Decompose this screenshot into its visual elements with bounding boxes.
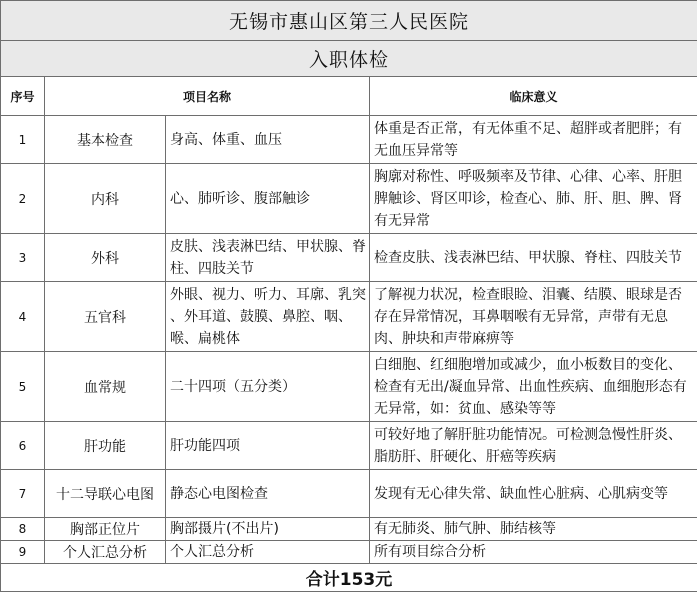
table-row: [1, 352, 697, 422]
row-seq: 5: [1, 352, 45, 422]
header-item: 项目名称: [45, 77, 370, 116]
row-category: 内科: [45, 164, 166, 234]
row-category: 个人汇总分析: [45, 541, 166, 564]
row-seq: 6: [1, 422, 45, 470]
row-seq: 2: [1, 164, 45, 234]
row-category: 血常规: [45, 352, 166, 422]
row-meaning: 胸廓对称性、呼吸频率及节律、心律、心率、肝胆脾触诊、肾区叩诊，检查心、肺、肝、胆、脾、肾有无异常: [370, 164, 697, 234]
row-category: 外科: [45, 234, 166, 282]
row-category: 十二导联心电图: [45, 470, 166, 518]
table-row: [1, 470, 697, 518]
table-row: [1, 116, 697, 164]
row-meaning: 了解视力状况，检查眼睑、泪囊、结膜、眼球是否存在异常情况，耳鼻咽喉有无异常，声带有无息肉、肿块和声带麻痹等: [370, 282, 697, 352]
row-seq: 7: [1, 470, 45, 518]
row-meaning: 有无肺炎、肺气肿、肺结核等: [370, 518, 697, 541]
table-row: [1, 282, 697, 352]
total-price: 合计153元: [1, 564, 697, 592]
total-row: [1, 564, 697, 592]
row-meaning: 所有项目综合分析: [370, 541, 697, 564]
row-category: 肝功能: [45, 422, 166, 470]
table-row: [1, 518, 697, 541]
table-row: [1, 234, 697, 282]
row-meaning: 发现有无心律失常、缺血性心脏病、心肌病变等: [370, 470, 697, 518]
row-items: 个人汇总分析: [166, 541, 370, 564]
row-seq: 8: [1, 518, 45, 541]
hospital-title: 无锡市惠山区第三人民医院: [1, 1, 697, 41]
row-category: 胸部正位片: [45, 518, 166, 541]
table-row: [1, 164, 697, 234]
row-items: 肝功能四项: [166, 422, 370, 470]
header-seq: 序号: [1, 77, 45, 116]
row-seq: 4: [1, 282, 45, 352]
row-items: 外眼、视力、听力、耳廓、乳突 、外耳道、鼓膜、鼻腔、咽、喉、扁桃体: [166, 282, 370, 352]
row-items: 静态心电图检查: [166, 470, 370, 518]
row-items: 心、肺听诊、腹部触诊: [166, 164, 370, 234]
table-row: [1, 541, 697, 564]
subtitle-row: [1, 41, 697, 77]
row-meaning: 可较好地了解肝脏功能情况。可检测急慢性肝炎、脂肪肝、肝硬化、肝癌等疾病: [370, 422, 697, 470]
title-row: [1, 1, 697, 41]
row-items: 胸部摄片(不出片): [166, 518, 370, 541]
header-meaning: 临床意义: [370, 77, 697, 116]
row-category: 五官科: [45, 282, 166, 352]
row-seq: 1: [1, 116, 45, 164]
package-title: 入职体检: [1, 41, 697, 77]
row-meaning: 检查皮肤、浅表淋巴结、甲状腺、脊柱、四肢关节: [370, 234, 697, 282]
header-row: [1, 77, 697, 116]
row-items: 身高、体重、血压: [166, 116, 370, 164]
row-category: 基本检查: [45, 116, 166, 164]
row-meaning: 体重是否正常，有无体重不足、超胖或者肥胖；有无血压异常等: [370, 116, 697, 164]
row-items: 皮肤、浅表淋巴结、甲状腺、脊柱、四肢关节: [166, 234, 370, 282]
table-row: [1, 422, 697, 470]
row-seq: 3: [1, 234, 45, 282]
row-meaning: 白细胞、红细胞增加或减少，血小板数目的变化、检查有无出/凝血异常、出血性疾病、血细胞形态有无异常，如：贫血、感染等等: [370, 352, 697, 422]
row-seq: 9: [1, 541, 45, 564]
row-items: 二十四项（五分类）: [166, 352, 370, 422]
